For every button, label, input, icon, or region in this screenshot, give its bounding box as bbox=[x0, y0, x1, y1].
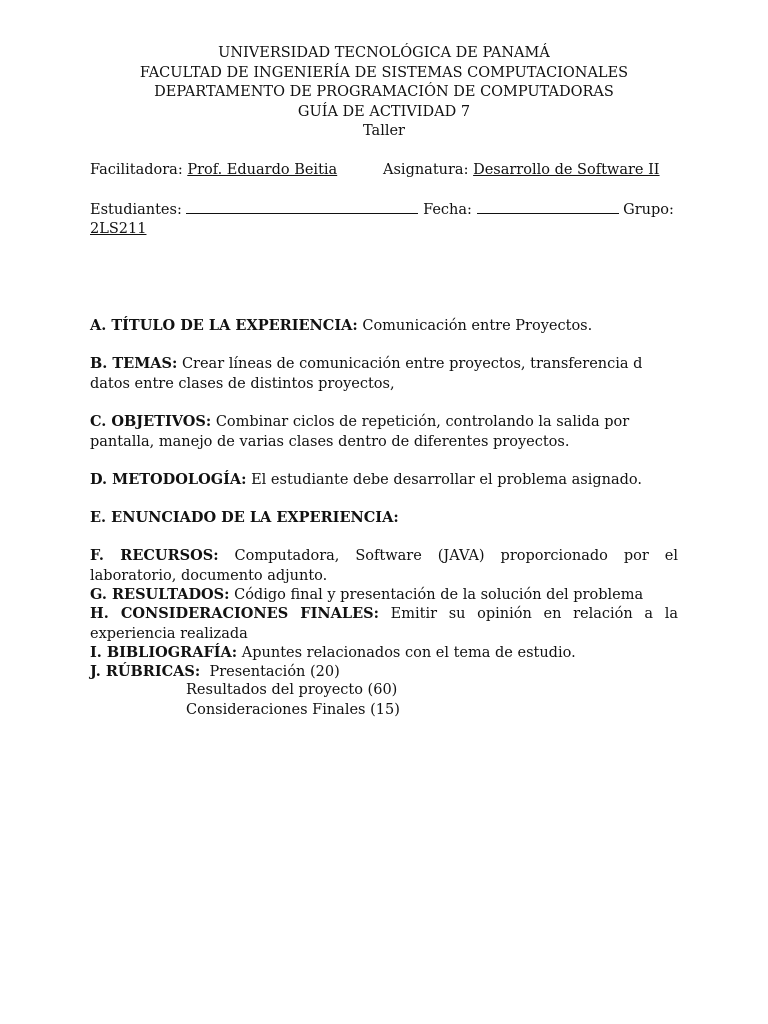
section-d-text: El estudiante debe desarrollar el problema asignado. bbox=[251, 472, 642, 488]
date-blank[interactable] bbox=[477, 200, 619, 214]
guide-title: GUÍA DE ACTIVIDAD 7 bbox=[297, 103, 471, 120]
rubric-item-3: Consideraciones Finales (15) bbox=[186, 702, 400, 718]
section-j-label: J. RÚBRICAS: bbox=[90, 663, 201, 680]
subject-value: Desarrollo de Software II bbox=[473, 162, 660, 178]
section-g bbox=[90, 585, 678, 606]
section-h-label: H. CONSIDERACIONES FINALES: bbox=[90, 605, 379, 622]
facilitator-value: Prof. Eduardo Beitia bbox=[187, 162, 338, 178]
students-blank[interactable] bbox=[186, 200, 418, 214]
section-e-label: E. ENUNCIADO DE LA EXPERIENCIA: bbox=[90, 509, 399, 526]
section-c-label: C. OBJETIVOS: bbox=[90, 413, 212, 430]
department-name: DEPARTAMENTO DE PROGRAMACIÓN DE COMPUTADORAS bbox=[154, 84, 614, 100]
rubric-item-1: Presentación (20) bbox=[209, 664, 340, 680]
section-c-text: Combinar ciclos de repetición, controlando la salida por pantalla, manejo de varias clases dentro de diferentes proyectos. bbox=[90, 414, 630, 450]
section-g-label: G. RESULTADOS: bbox=[90, 586, 230, 603]
university-name: UNIVERSIDAD TECNOLÓGICA DE PANAMÁ bbox=[218, 45, 550, 61]
section-b-label: B. TEMAS: bbox=[90, 355, 178, 372]
section-j bbox=[90, 662, 678, 683]
section-h-text: Emitir su opinión en relación a la experiencia realizada bbox=[90, 606, 679, 642]
facilitator-row bbox=[90, 161, 660, 181]
section-i-label: I. BIBLIOGRAFÍA: bbox=[90, 644, 238, 661]
section-f-label: F. RECURSOS: bbox=[90, 547, 219, 564]
section-d bbox=[90, 470, 678, 491]
section-i-text: Apuntes relacionados con el tema de estudio. bbox=[241, 645, 576, 661]
section-g-text: Código final y presentación de la solución del problema bbox=[234, 587, 644, 603]
group-label: Grupo: bbox=[623, 202, 674, 218]
section-f-text: Computadora, Software (JAVA) proporcionado por el laboratorio, documento adjunto. bbox=[90, 548, 679, 584]
date-label: Fecha: bbox=[423, 202, 472, 218]
section-d-label: D. METODOLOGÍA: bbox=[90, 471, 247, 488]
group-value: 2LS211 bbox=[90, 221, 147, 237]
section-a bbox=[90, 316, 678, 337]
students-label: Estudiantes: bbox=[90, 202, 182, 218]
section-a-label: A. TÍTULO DE LA EXPERIENCIA: bbox=[90, 317, 358, 334]
rubric-item-2: Resultados del proyecto (60) bbox=[186, 682, 398, 698]
section-b-text: Crear líneas de comunicación entre proyectos, transferencia d datos entre clases de distintos proyectos, bbox=[90, 356, 643, 392]
facilitator-label: Facilitadora: bbox=[90, 162, 183, 178]
subject-label: Asignatura: bbox=[383, 162, 469, 178]
section-h bbox=[90, 604, 678, 644]
faculty-name: FACULTAD DE INGENIERÍA DE SISTEMAS COMPUTACIONALES bbox=[139, 64, 629, 81]
section-b bbox=[90, 354, 678, 394]
section-c bbox=[90, 412, 678, 452]
section-f bbox=[90, 546, 678, 586]
section-i bbox=[90, 643, 678, 664]
section-e bbox=[90, 508, 678, 529]
document-header bbox=[0, 44, 768, 142]
students-row bbox=[90, 200, 674, 221]
section-a-text: Comunicación entre Proyectos. bbox=[362, 318, 593, 334]
activity-type: Taller bbox=[363, 123, 405, 139]
